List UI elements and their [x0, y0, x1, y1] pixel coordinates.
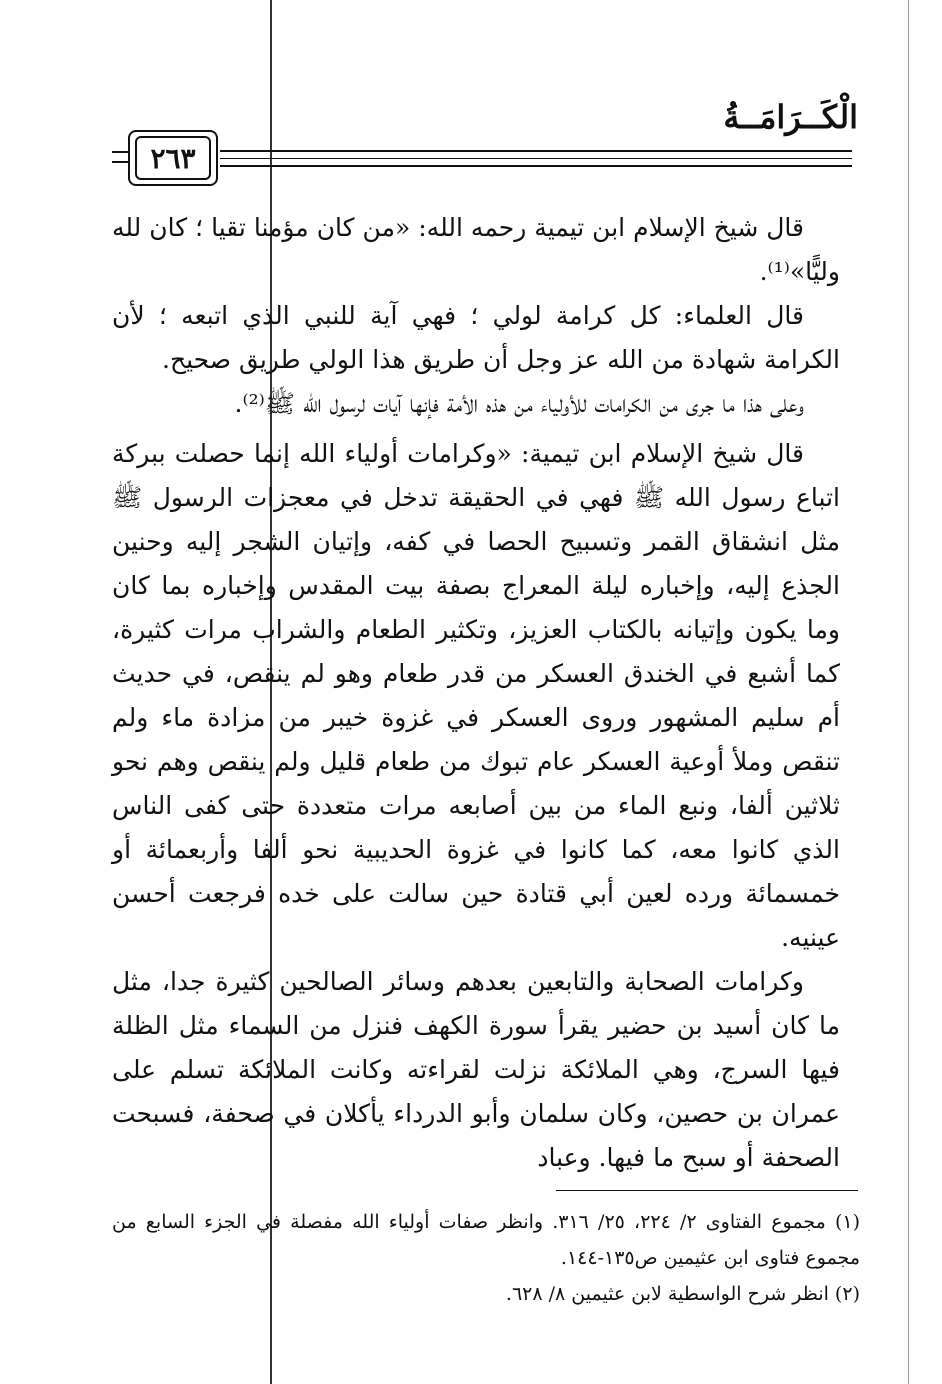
page-edge-line [908, 0, 909, 1384]
footnote-separator [556, 1190, 858, 1191]
body-text [112, 206, 840, 1180]
header-rule [220, 150, 852, 152]
footnote: (٢) انظر شرح الواسطية لابن عثيمين ٨/ ٦٢٨. [505, 1283, 860, 1305]
header-rule [220, 158, 852, 159]
paragraph: قال شيخ الإسلام ابن تيمية: «وكرامات أولياء الله إنما حصلت ببركة اتباع رسول الله ﷺ فهي في الحقيقة تدخل في معجزات الرسول ﷺ مثل انشقاق القمر وتسبيح الحصا في كفه، وإتيان الشجر إليه وحنين الجذع إليه، وإخباره ليلة المعراج بصفة بيت المقدس وإخباره بما كان وما يكون وإتيانه بالكتاب العزيز، وتكثير الطعام والشراب مرات كثيرة، كما أشبع في الخندق العسكر من قدر طعام وهو لم ينقص، في حديث أم سليم المشهور وروى العسكر في غزوة خيبر من مزادة ماء ولم تنقص وملأ أوعية العسكر عام تبوك من طعام قليل ولم ينقص وهم نحو ثلاثين ألفا، ونبع الماء من بين أصابعه مرات متعددة حتى كفى الناس الذي كانوا معه، كما كانوا في غزوة الحديبية نحو ألفا وأربعمائة أو خمسمائة ورده لعين أبي قتادة حين سالت على خده فرجعت أحسن عينيه. [112, 439, 840, 952]
page-number: ٢٦٣ [135, 136, 211, 180]
header-rule [220, 165, 852, 167]
paragraph: قال شيخ الإسلام ابن تيمية رحمه الله: «من كان مؤمنا تقيا ؛ كان لله وليًّا»⁽¹⁾. [112, 213, 840, 286]
footnotes [112, 1204, 860, 1312]
footnote: (١) مجموع الفتاوى ٢/ ٢٢٤، ٢٥/ ٣١٦. وانظر صفات أولياء الله مفصلة في الجزء السابع من مجموع فتاوى ابن عثيمين ص١٣٥-١٤٤. [112, 1211, 861, 1269]
running-title: الْكَــرَامَــةُ [723, 98, 858, 136]
header-rule-stub [112, 161, 128, 163]
header-rule-stub [112, 151, 128, 153]
paragraph: قال العلماء: كل كرامة لولي ؛ فهي آية للنبي الذي اتبعه ؛ لأن الكرامة شهادة من الله عز وجل أن طريق هذا الولي طريق صحيح. [112, 301, 840, 374]
paragraph: وعلى هذا ما جرى من الكرامات للأولياء من هذه الأمة فإنها آيات لرسول الله ﷺ⁽²⁾. [234, 389, 804, 418]
paragraph: وكرامات الصحابة والتابعين بعدهم وسائر الصالحين كثيرة جدا، مثل ما كان أسيد بن حضير يقرأ سورة الكهف فنزل من السماء مثل الظلة فيها السرج، وهي الملائكة نزلت لقراءته وكانت الملائكة تسلم على عمران بن حصين، وكان سلمان وأبو الدرداء يأكلان في صحفة، فسبحت الصحفة أو سبح ما فيها. وعباد [112, 967, 840, 1172]
